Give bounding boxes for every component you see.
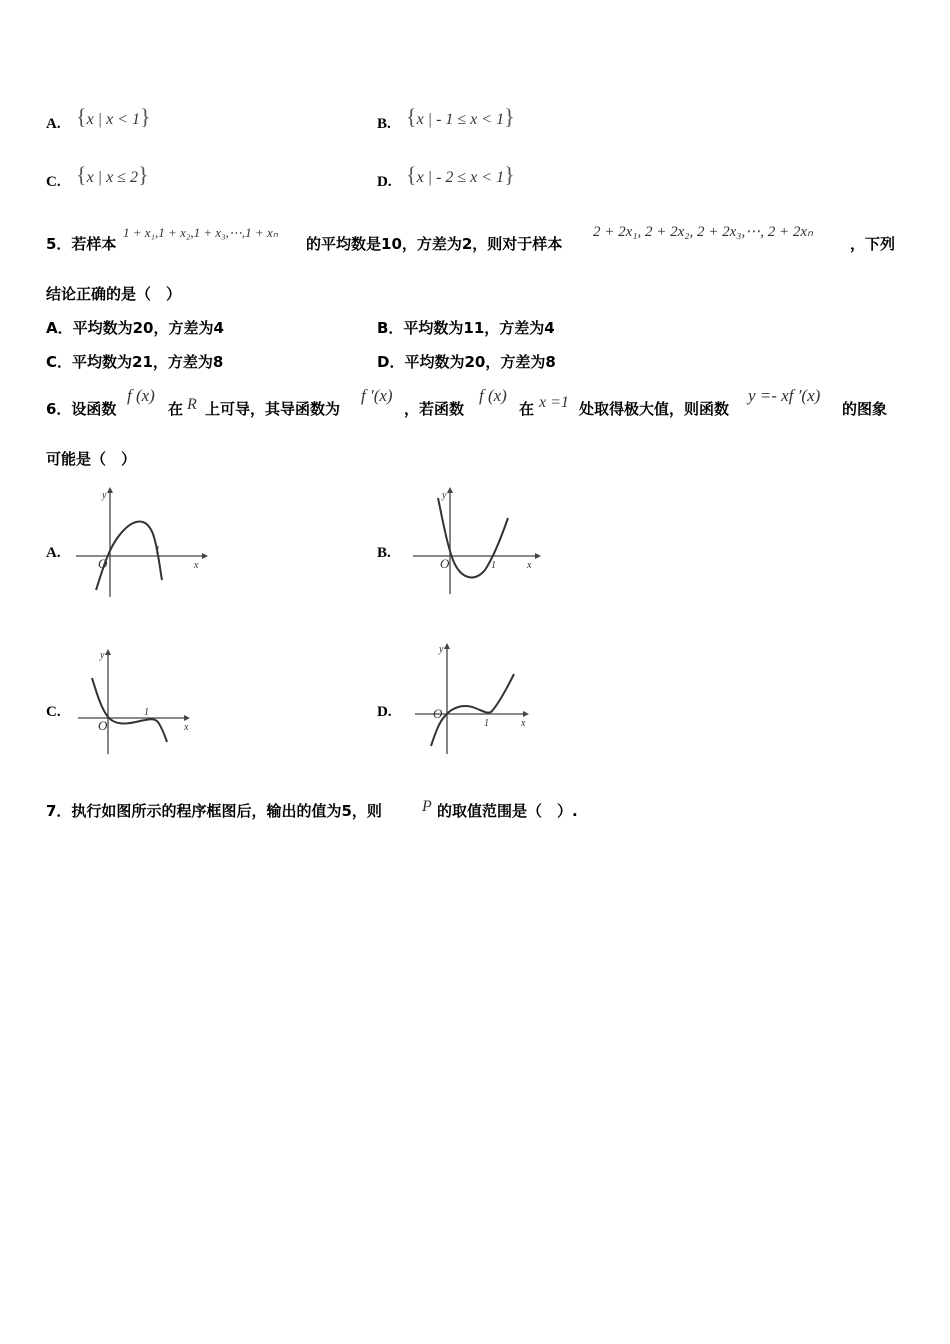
origin-label: O (98, 556, 108, 571)
q6-graph-c (70, 642, 210, 762)
tick-label: 1 (155, 545, 160, 556)
y-axis-label: y (100, 650, 105, 661)
q5-option-b: B．平均数为11，方差为4 (377, 319, 555, 337)
q6-option-c-label: C. (46, 704, 61, 720)
origin-label: O (440, 556, 450, 571)
x-axis-arrow (202, 553, 208, 559)
tick-label: 1 (484, 718, 489, 729)
q6-text-5: 在 (519, 400, 535, 418)
y-axis-label: y (442, 490, 447, 501)
origin-label: O (98, 718, 108, 733)
q5-mid-text: 的平均数是10，方差为2，则对于样本 (306, 235, 563, 253)
q6-text-4: ，若函数 (404, 400, 465, 418)
x-axis-arrow (535, 553, 541, 559)
x-axis-label: x (194, 560, 199, 571)
q6-math-fprime: f ′(x) (361, 386, 393, 405)
y-axis-arrow (107, 487, 113, 493)
q5-option-c: C．平均数为21，方差为8 (46, 353, 224, 371)
q5-question-line2: 结论正确的是（ ） (46, 285, 182, 303)
q5-prefix: 5．若样本 (46, 235, 117, 253)
tick-label: 1 (491, 560, 496, 571)
y-axis-label: y (102, 490, 107, 501)
x-axis-label: x (521, 718, 526, 729)
q6-graph-a (70, 482, 210, 602)
q6-text-6: 处取得极大值，则函数 (579, 400, 730, 418)
q6-text-7: 的图象 (842, 400, 888, 418)
q7-text-1: 7．执行如图所示的程序框图后，输出的值为5，则 (46, 802, 382, 820)
q5-sample2: 2 + 2x₁, 2 + 2x₂, 2 + 2x₃,⋯, 2 + 2xₙ (593, 224, 813, 240)
q6-text-2: 在 (168, 400, 184, 418)
q4-option-d-label: D. (377, 174, 392, 190)
q4-option-d-expr: {x | - 2 ≤ x < 1} (406, 162, 515, 187)
q6-math-fx-2: f (x) (479, 386, 507, 405)
q6-text-1: 6．设函数 (46, 400, 117, 418)
q6-option-b-label: B. (377, 545, 391, 561)
q4-option-a-expr: {x | x < 1} (76, 104, 151, 129)
q6-math-r: R (187, 396, 197, 413)
y-axis-arrow (105, 649, 111, 655)
q7-text-2: 的取值范围是（ ）. (437, 802, 578, 820)
x-axis-label: x (527, 560, 532, 571)
q4-option-c-label: C. (46, 174, 61, 190)
tick-label: 1 (144, 707, 149, 718)
q5-option-a: A．平均数为20，方差为4 (46, 319, 224, 337)
y-axis-arrow (447, 487, 453, 493)
q4-option-a-label: A. (46, 116, 61, 132)
q6-graph-b (405, 482, 545, 602)
origin-label: O (433, 706, 443, 721)
x-axis-arrow (184, 715, 190, 721)
x-axis-label: x (184, 722, 189, 733)
q4-option-b-expr: {x | - 1 ≤ x < 1} (406, 104, 515, 129)
q7-math-p: P (422, 798, 432, 815)
q5-suffix: ，下列 (850, 235, 896, 253)
q6-graph-d (405, 636, 545, 756)
q6-question-line2: 可能是（ ） (46, 450, 137, 468)
q6-text-3: 上可导，其导函数为 (205, 400, 341, 418)
q6-option-d-label: D. (377, 704, 392, 720)
q6-math-x1: x =1 (539, 394, 569, 411)
y-axis-label: y (439, 644, 444, 655)
q6-math-y: y =- xf ′(x) (748, 386, 821, 405)
q5-sample1: 1 + x₁,1 + x₂,1 + x₃,⋯,1 + xₙ (123, 225, 278, 240)
x-axis-arrow (523, 711, 529, 717)
q6-option-a-label: A. (46, 545, 61, 561)
q4-option-c-expr: {x | x ≤ 2} (76, 162, 149, 187)
q6-math-fx: f (x) (127, 386, 155, 405)
curve (431, 674, 514, 746)
y-axis-arrow (444, 643, 450, 649)
q4-option-b-label: B. (377, 116, 391, 132)
q5-option-d: D．平均数为20，方差为8 (377, 353, 556, 371)
